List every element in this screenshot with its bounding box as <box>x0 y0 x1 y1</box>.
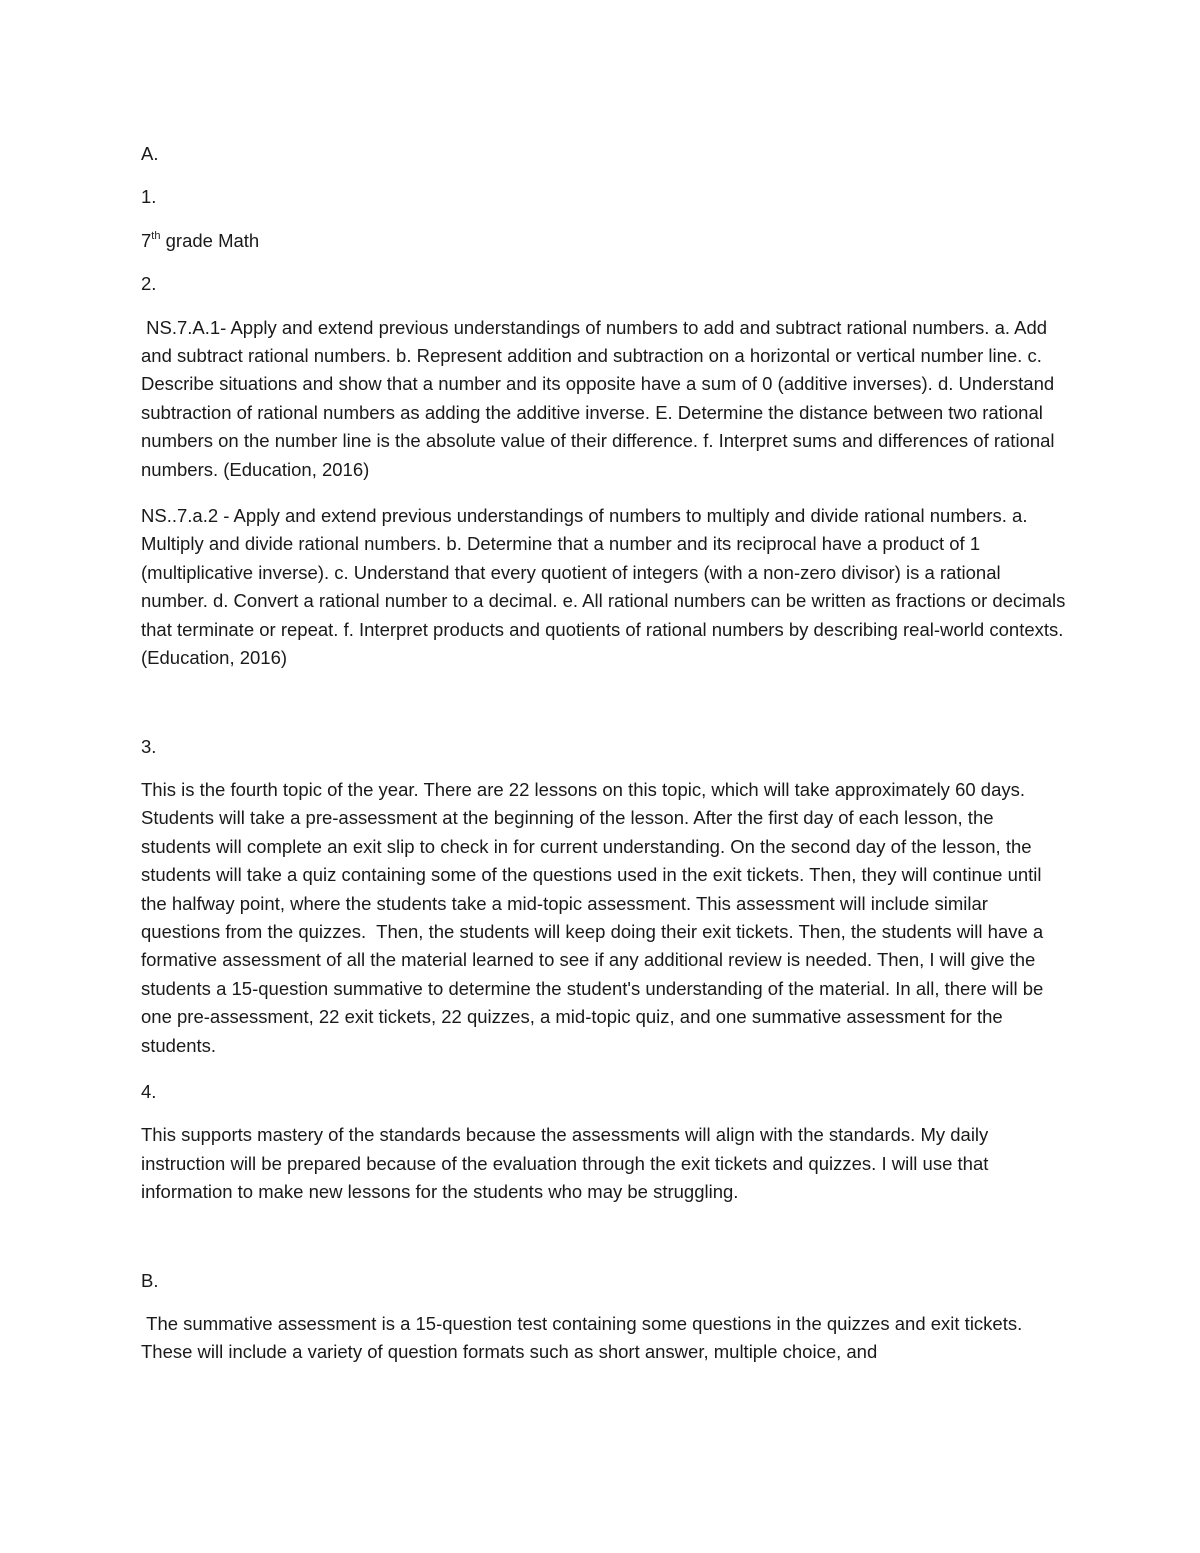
grade-number: 7 <box>141 229 152 251</box>
section-a-heading: A. <box>141 143 159 164</box>
section-b-heading: B. <box>141 1269 159 1291</box>
item-4-number: 4. <box>141 1080 157 1102</box>
mastery-paragraph: This supports mastery of the standards because the assessments will align with the standards. My daily instruction will be prepared because of the evaluation through the exit tickets and quizzes. I will use that information to make new lessons for the students who may be struggling. <box>141 1124 989 1203</box>
standard-ns-7-a-2: NS..7.a.2 - Apply and extend previous understandings of numbers to multiply and divide rational numbers. a. Multiply and divide rational numbers. b. Determine that a number and its reciprocal have a product of 1 (multiplicative inverse). c. Understand that every quotient of integers (with a non-zero divisor) is a rational number. d. Convert a rational number to a decimal. e. All rational numbers can be written as fractions or decimals that terminate or repeat. f. Interpret products and quotients of rational numbers by describing real-world contexts. (Education, 2016) <box>141 505 1066 669</box>
document-body <box>141 140 1066 1367</box>
item-1-number: 1. <box>141 186 157 208</box>
standard-ns-7-a-1: NS.7.A.1- Apply and extend previous understandings of numbers to add and subtract rational numbers. a. Add and subtract rational numbers. b. Represent addition and subtraction on a horizontal or vertical number line. c. Describe situations and show that a number and its opposite have a sum of 0 (additive inverses). d. Understand subtraction of rational numbers as adding the additive inverse. E. Determine the distance between two rational numbers on the number line is the absolute value of their difference. f. Interpret sums and differences of rational numbers. (Education, 2016) <box>141 316 1060 480</box>
grade-subject: grade Math <box>160 229 260 251</box>
item-3-number: 3. <box>141 735 157 757</box>
assessment-plan-paragraph: This is the fourth topic of the year. There are 22 lessons on this topic, which will take approximately 60 days. Students will take a pre-assessment at the beginning of the lesson. After the first day of each lesson, the students will complete an exit slip to check in for current understanding. On the second day of the lesson, the students will take a quiz containing some of the questions used in the exit tickets. Then, they will continue until the halfway point, where the students take a mid-topic assessment. This assessment will include similar questions from the quizzes. Then, the students will keep doing their exit tickets. Then, the students will have a formative assessment of all the material learned to see if any additional review is needed. Then, I will give the students a 15-question summative to determine the student's understanding of the material. In all, there will be one pre-assessment, 22 exit tickets, 22 quizzes, a mid-topic quiz, and one summative assessment for the students. <box>141 778 1049 1056</box>
grade-line <box>141 227 1066 255</box>
grade-superscript: th <box>151 229 161 242</box>
summative-paragraph: The summative assessment is a 15-question test containing some questions in the quizzes and exit tickets. These will include a variety of question formats such as short answer, multiple choice, and <box>141 1313 1028 1363</box>
item-2-number: 2. <box>141 273 157 295</box>
